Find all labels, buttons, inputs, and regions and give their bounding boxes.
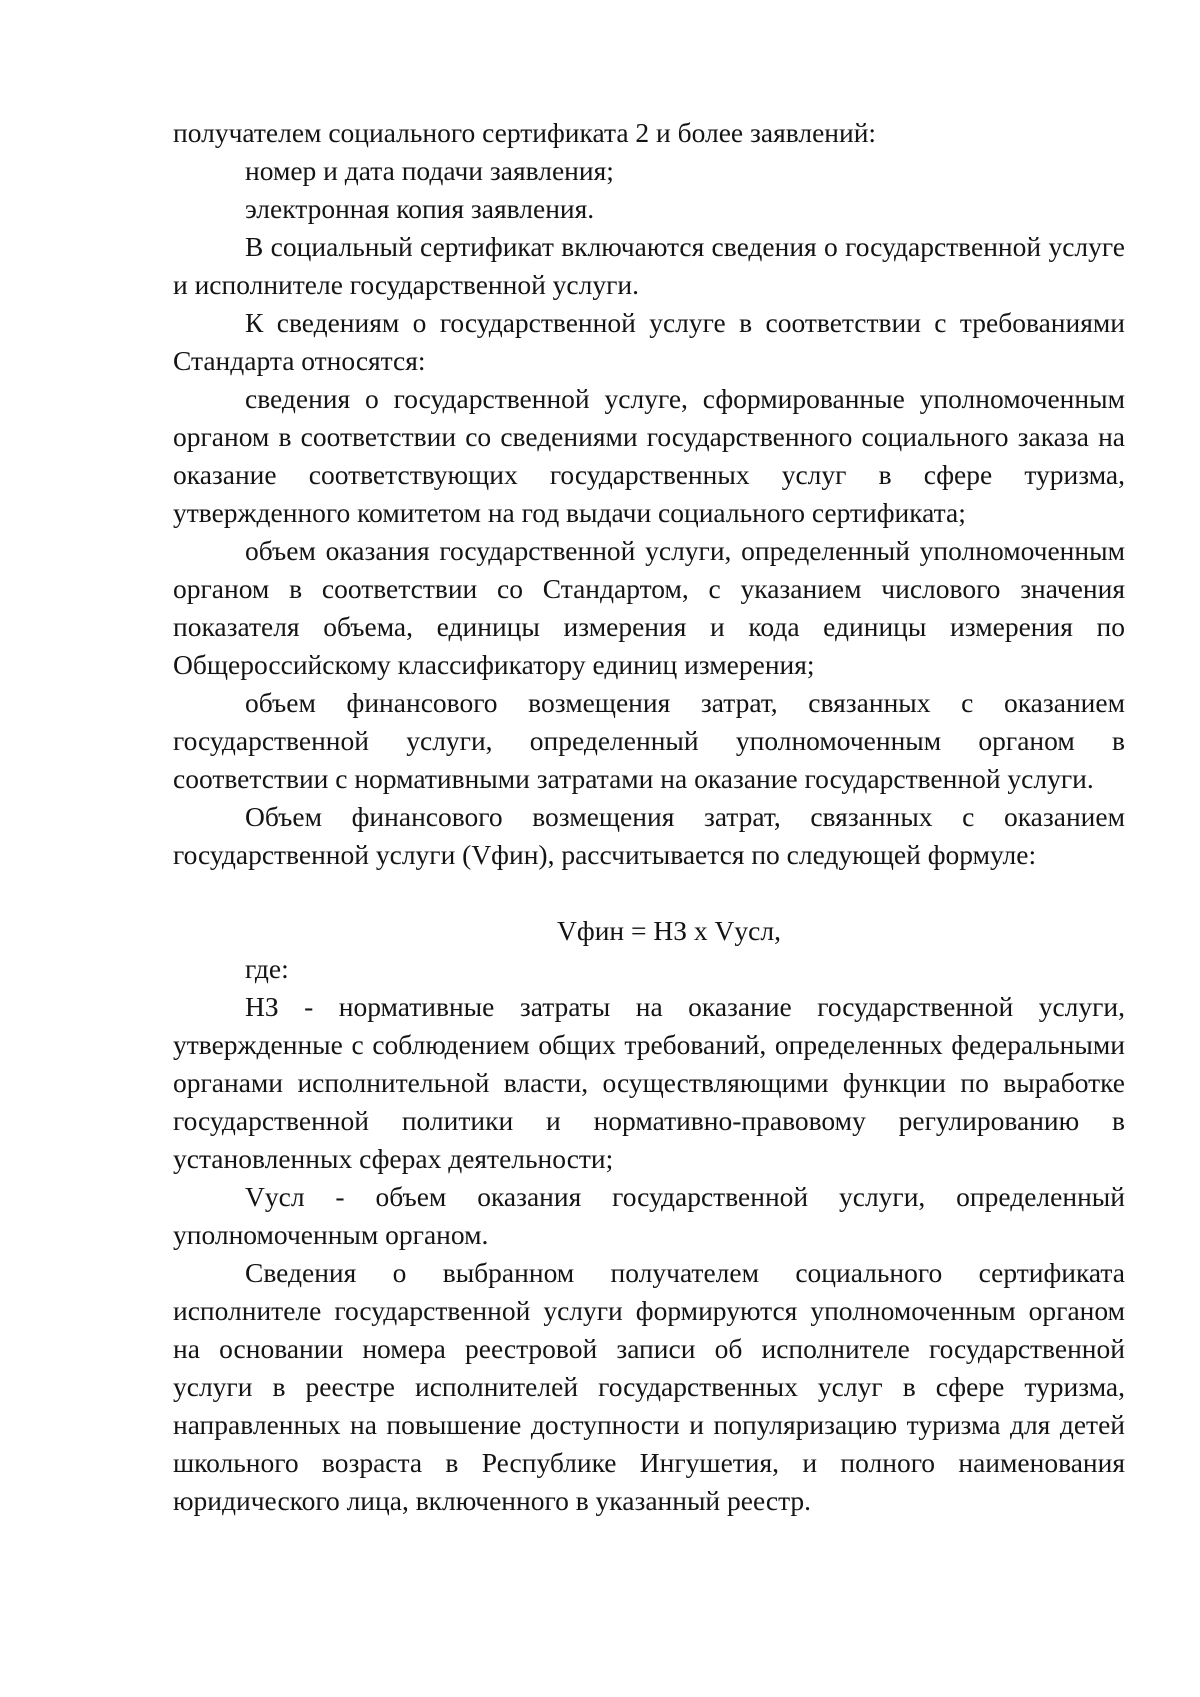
paragraph-financial-volume: объем финансового возмещения затрат, связанных с оказанием государственной услуги, определенный уполномоченным органом в соответствии с нормативными затратами на оказание государственной услуги. — [173, 687, 1125, 794]
paragraph-certificate-contents: В социальный сертификат включаются сведения о государственной услуге и исполнителе государственной услуги. — [173, 231, 1125, 300]
list-item-application-number: номер и дата подачи заявления; — [245, 155, 614, 186]
list-item-electronic-copy: электронная копия заявления. — [245, 193, 595, 224]
document-body — [173, 114, 1125, 1520]
paragraph-continuation: получателем социального сертификата 2 и более заявлений: — [173, 117, 877, 148]
formula: Vфин = НЗ х Vусл, — [557, 915, 781, 946]
paragraph-service-info-intro: К сведениям о государственной услуге в соответствии с требованиями Стандарта относятся: — [173, 307, 1125, 376]
paragraph-service-info-social-order: сведения о государственной услуге, сформированные уполномоченным органом в соответствии со сведениями государственного социального заказа на оказание соответствующих государственных услуг в сфере туризма, утвержденного комитетом на год выдачи социального сертификата; — [173, 383, 1125, 528]
paragraph-executor-info: Сведения о выбранном получателем социального сертификата исполнителе государственной услуги формируются уполномоченным органом на основании номера реестровой записи об исполнителе государственной услуги в реестре исполнителей государственных услуг в сфере туризма, направленных на повышение доступности и популяризацию туризма для детей школьного возраста в Республике Ингушетия, и полного наименования юридического лица, включенного в указанный реестр. — [173, 1257, 1125, 1516]
paragraph-where: где: — [245, 953, 289, 984]
paragraph-vusl-definition: Vусл - объем оказания государственной услуги, определенный уполномоченным органом. — [173, 1181, 1125, 1250]
paragraph-nz-definition: НЗ - нормативные затраты на оказание государственной услуги, утвержденные с соблюдением общих требований, определенных федеральными органами исполнительной власти, осуществляющими функции по выработке государственной политики и нормативно-правовому регулированию в установленных сферах деятельности; — [173, 991, 1125, 1174]
paragraph-service-volume: объем оказания государственной услуги, определенный уполномоченным органом в соответствии со Стандартом, с указанием числового значения показателя объема, единицы измерения и кода единицы измерения по Общероссийскому классификатору единиц измерения; — [173, 535, 1125, 680]
paragraph-formula-intro: Объем финансового возмещения затрат, связанных с оказанием государственной услуги (Vфин), рассчитывается по следующей формуле: — [173, 801, 1125, 870]
